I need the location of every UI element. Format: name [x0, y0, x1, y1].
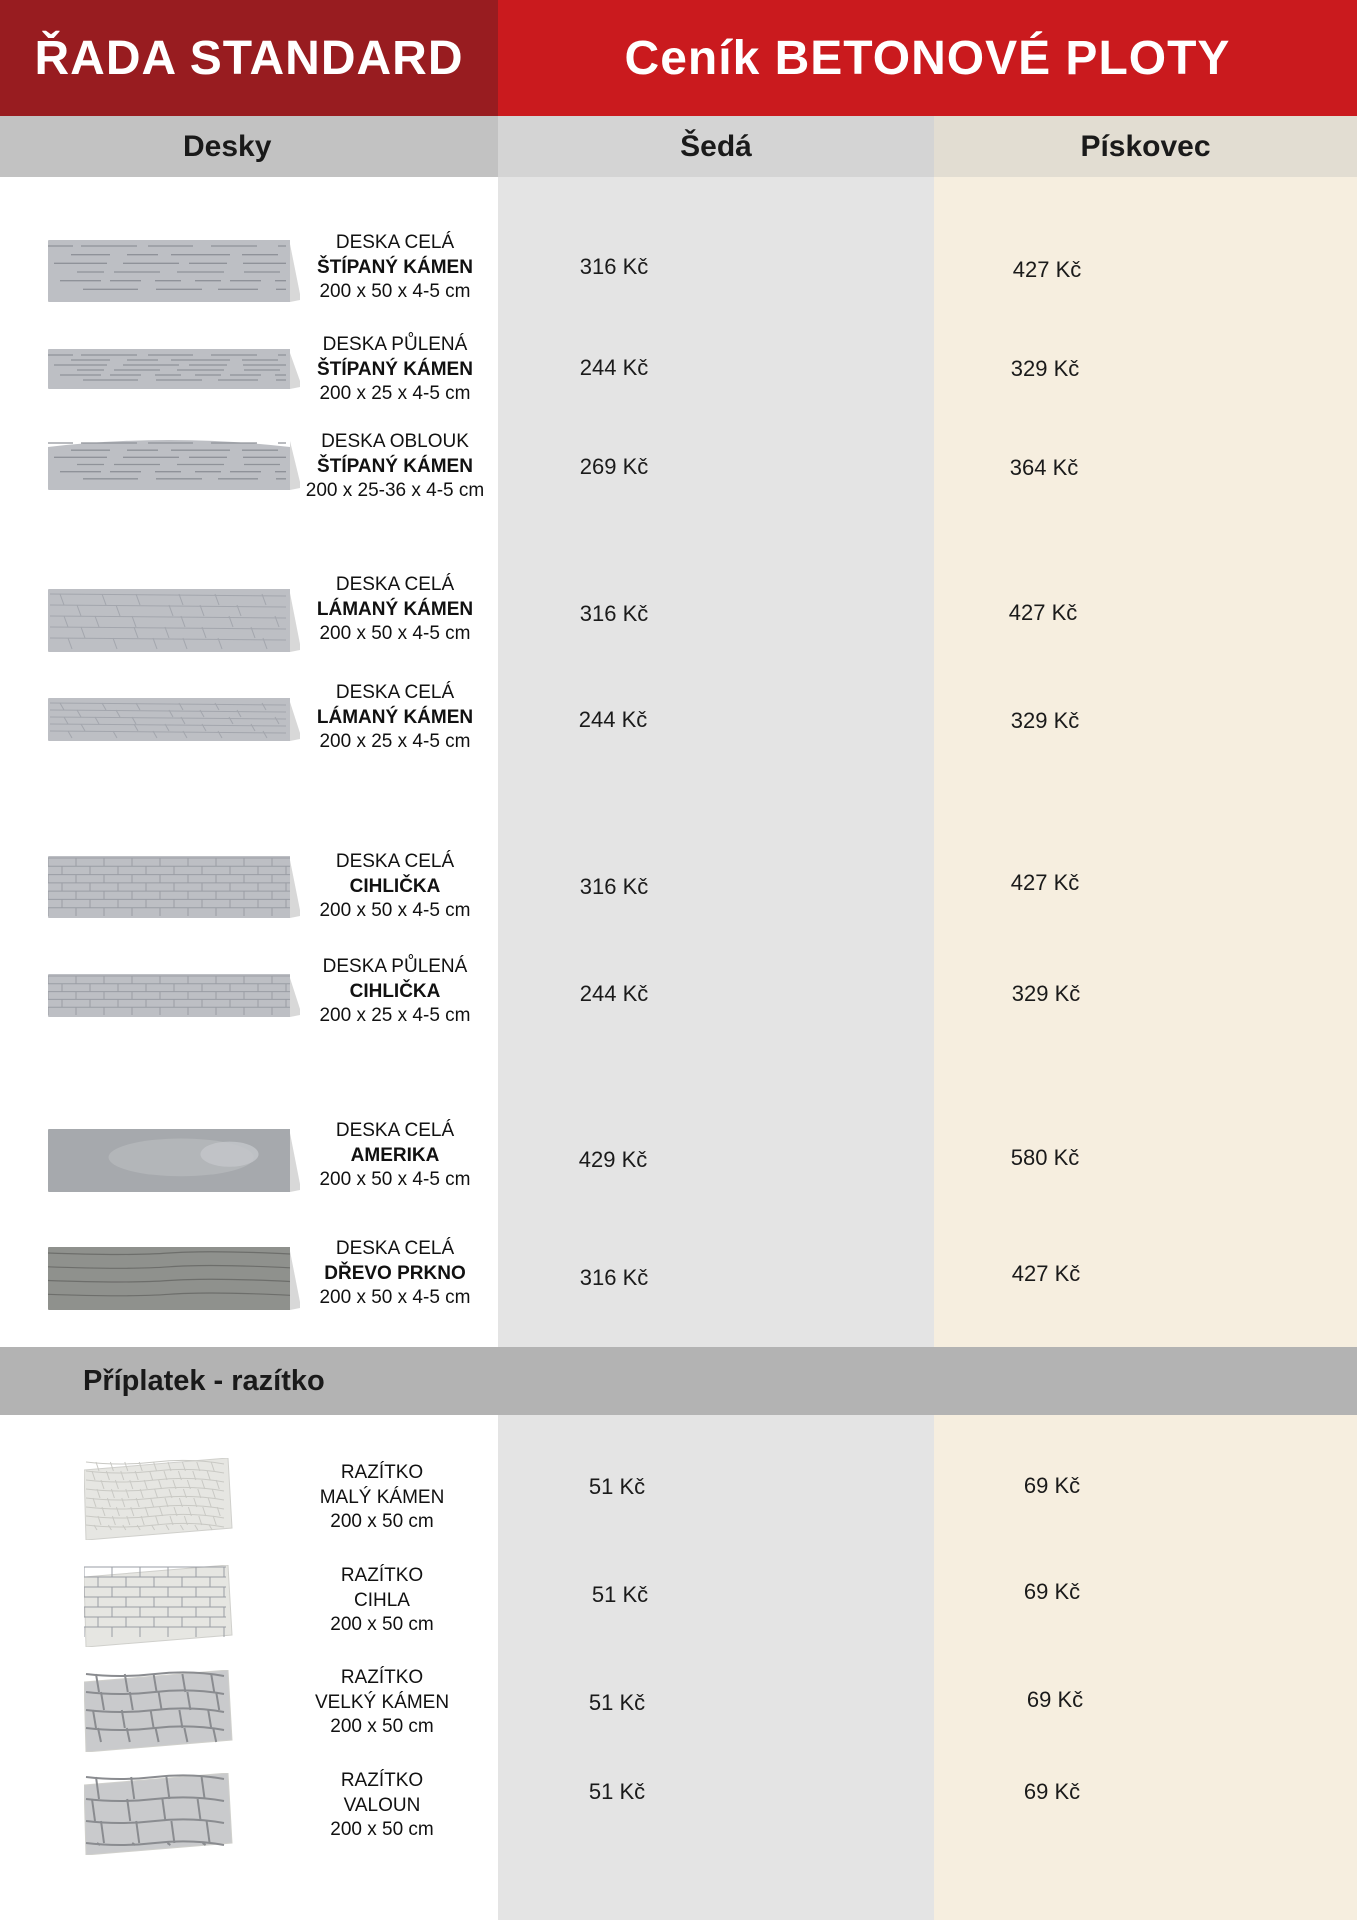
stamp-section-title: Příplatek - razítko [83, 1364, 325, 1397]
board-image [48, 240, 302, 302]
stamp-image [84, 1458, 236, 1545]
price-piskovec: 364 Kč [1009, 455, 1079, 480]
board-image [48, 698, 302, 741]
board-description [295, 850, 495, 924]
board-description [295, 1237, 495, 1311]
board-pattern-name: LÁMANÝ KÁMEN [316, 706, 474, 728]
board-image [48, 1129, 302, 1192]
board-pattern-name: ŠTÍPANÝ KÁMEN [317, 256, 473, 278]
price-seda: 244 Kč [578, 707, 648, 732]
board-dimensions: 200 x 25 x 4-5 cm [319, 731, 471, 752]
price-piskovec: 69 Kč [1026, 1687, 1084, 1712]
price-piskovec: 69 Kč [1023, 1579, 1081, 1604]
price-seda: 51 Kč [588, 1474, 646, 1499]
price-seda: 244 Kč [579, 981, 649, 1006]
price-seda: 51 Kč [588, 1690, 646, 1715]
board-image [48, 349, 302, 389]
stamp-type: RAZÍTKO [340, 1565, 424, 1586]
board-pattern-name: ŠTÍPANÝ KÁMEN [317, 455, 473, 477]
board-type: DESKA CELÁ [335, 851, 455, 872]
board-image [48, 974, 302, 1017]
stamp-pattern-name: CIHLA [354, 1589, 410, 1611]
stamp-pattern-name: MALÝ KÁMEN [319, 1486, 445, 1508]
board-type: DESKA CELÁ [335, 232, 455, 253]
board-type: DESKA PŮLENÁ [322, 334, 468, 355]
board-dimensions: 200 x 50 x 4-5 cm [319, 900, 471, 921]
board-image [48, 856, 302, 918]
stamp-dimensions: 200 x 50 cm [330, 1716, 434, 1737]
price-piskovec: 329 Kč [1011, 981, 1081, 1006]
stamp-description [282, 1769, 482, 1843]
price-piskovec: 427 Kč [1010, 870, 1080, 895]
board-pattern-name: LÁMANÝ KÁMEN [316, 598, 474, 620]
price-piskovec: 329 Kč [1010, 708, 1080, 733]
price-seda: 51 Kč [588, 1779, 646, 1804]
stamp-image [84, 1670, 236, 1757]
stamp-type: RAZÍTKO [340, 1462, 424, 1483]
board-pattern-name: AMERIKA [350, 1144, 440, 1166]
board-dimensions: 200 x 50 x 4-5 cm [319, 281, 471, 302]
board-description [295, 333, 495, 407]
price-piskovec: 427 Kč [1012, 257, 1082, 282]
price-piskovec: 69 Kč [1023, 1779, 1081, 1804]
price-piskovec: 427 Kč [1011, 1261, 1081, 1286]
stamp-pattern-name: VELKÝ KÁMEN [314, 1691, 450, 1713]
board-type: DESKA PŮLENÁ [322, 956, 468, 977]
price-seda: 269 Kč [579, 454, 649, 479]
board-description [295, 1119, 495, 1193]
price-seda: 244 Kč [579, 355, 649, 380]
stamp-description [282, 1564, 482, 1638]
board-type: DESKA CELÁ [335, 574, 455, 595]
board-description [295, 231, 495, 305]
stamp-image [84, 1773, 236, 1860]
board-type: DESKA OBLOUK [321, 431, 469, 452]
board-dimensions: 200 x 25 x 4-5 cm [319, 1005, 471, 1026]
board-description [295, 430, 495, 504]
stamp-dimensions: 200 x 50 cm [330, 1614, 434, 1635]
board-dimensions: 200 x 25-36 x 4-5 cm [305, 480, 485, 501]
board-image [48, 589, 302, 652]
board-dimensions: 200 x 50 x 4-5 cm [319, 1169, 471, 1190]
column-header-desky: Desky [0, 116, 498, 177]
board-image [48, 1247, 302, 1310]
board-type: DESKA CELÁ [335, 682, 455, 703]
stamp-pattern-name: VALOUN [343, 1794, 421, 1816]
price-piskovec: 329 Kč [1010, 356, 1080, 381]
piskovec-column-bg [934, 177, 1357, 1347]
series-title: ŘADA STANDARD [0, 0, 498, 116]
board-description [295, 573, 495, 647]
stamp-dimensions: 200 x 50 cm [330, 1511, 434, 1532]
board-pattern-name: CIHLIČKA [349, 875, 441, 897]
price-seda: 429 Kč [578, 1147, 648, 1172]
board-image [48, 437, 302, 490]
board-type: DESKA CELÁ [335, 1120, 455, 1141]
board-description [295, 955, 495, 1029]
price-seda: 316 Kč [579, 254, 649, 279]
price-seda: 316 Kč [579, 601, 649, 626]
price-piskovec: 580 Kč [1010, 1145, 1080, 1170]
board-dimensions: 200 x 50 x 4-5 cm [319, 1287, 471, 1308]
board-dimensions: 200 x 50 x 4-5 cm [319, 623, 471, 644]
price-seda: 51 Kč [591, 1582, 649, 1607]
board-pattern-name: DŘEVO PRKNO [324, 1262, 466, 1284]
board-type: DESKA CELÁ [335, 1238, 455, 1259]
stamp-type: RAZÍTKO [340, 1770, 424, 1791]
stamp-description [282, 1666, 482, 1740]
price-seda: 316 Kč [579, 874, 649, 899]
column-header-piskovec: Pískovec [934, 116, 1357, 177]
board-pattern-name: ŠTÍPANÝ KÁMEN [317, 358, 473, 380]
column-header-seda: Šedá [498, 116, 934, 177]
board-pattern-name: CIHLIČKA [349, 980, 441, 1002]
board-dimensions: 200 x 25 x 4-5 cm [319, 383, 471, 404]
price-piskovec: 69 Kč [1023, 1473, 1081, 1498]
board-description [295, 681, 495, 755]
price-list-title: Ceník BETONOVÉ PLOTY [498, 0, 1357, 116]
stamp-image [84, 1565, 236, 1652]
price-piskovec: 427 Kč [1008, 600, 1078, 625]
stamp-type: RAZÍTKO [340, 1667, 424, 1688]
price-seda: 316 Kč [579, 1265, 649, 1290]
stamp-description [282, 1461, 482, 1535]
stamp-dimensions: 200 x 50 cm [330, 1819, 434, 1840]
